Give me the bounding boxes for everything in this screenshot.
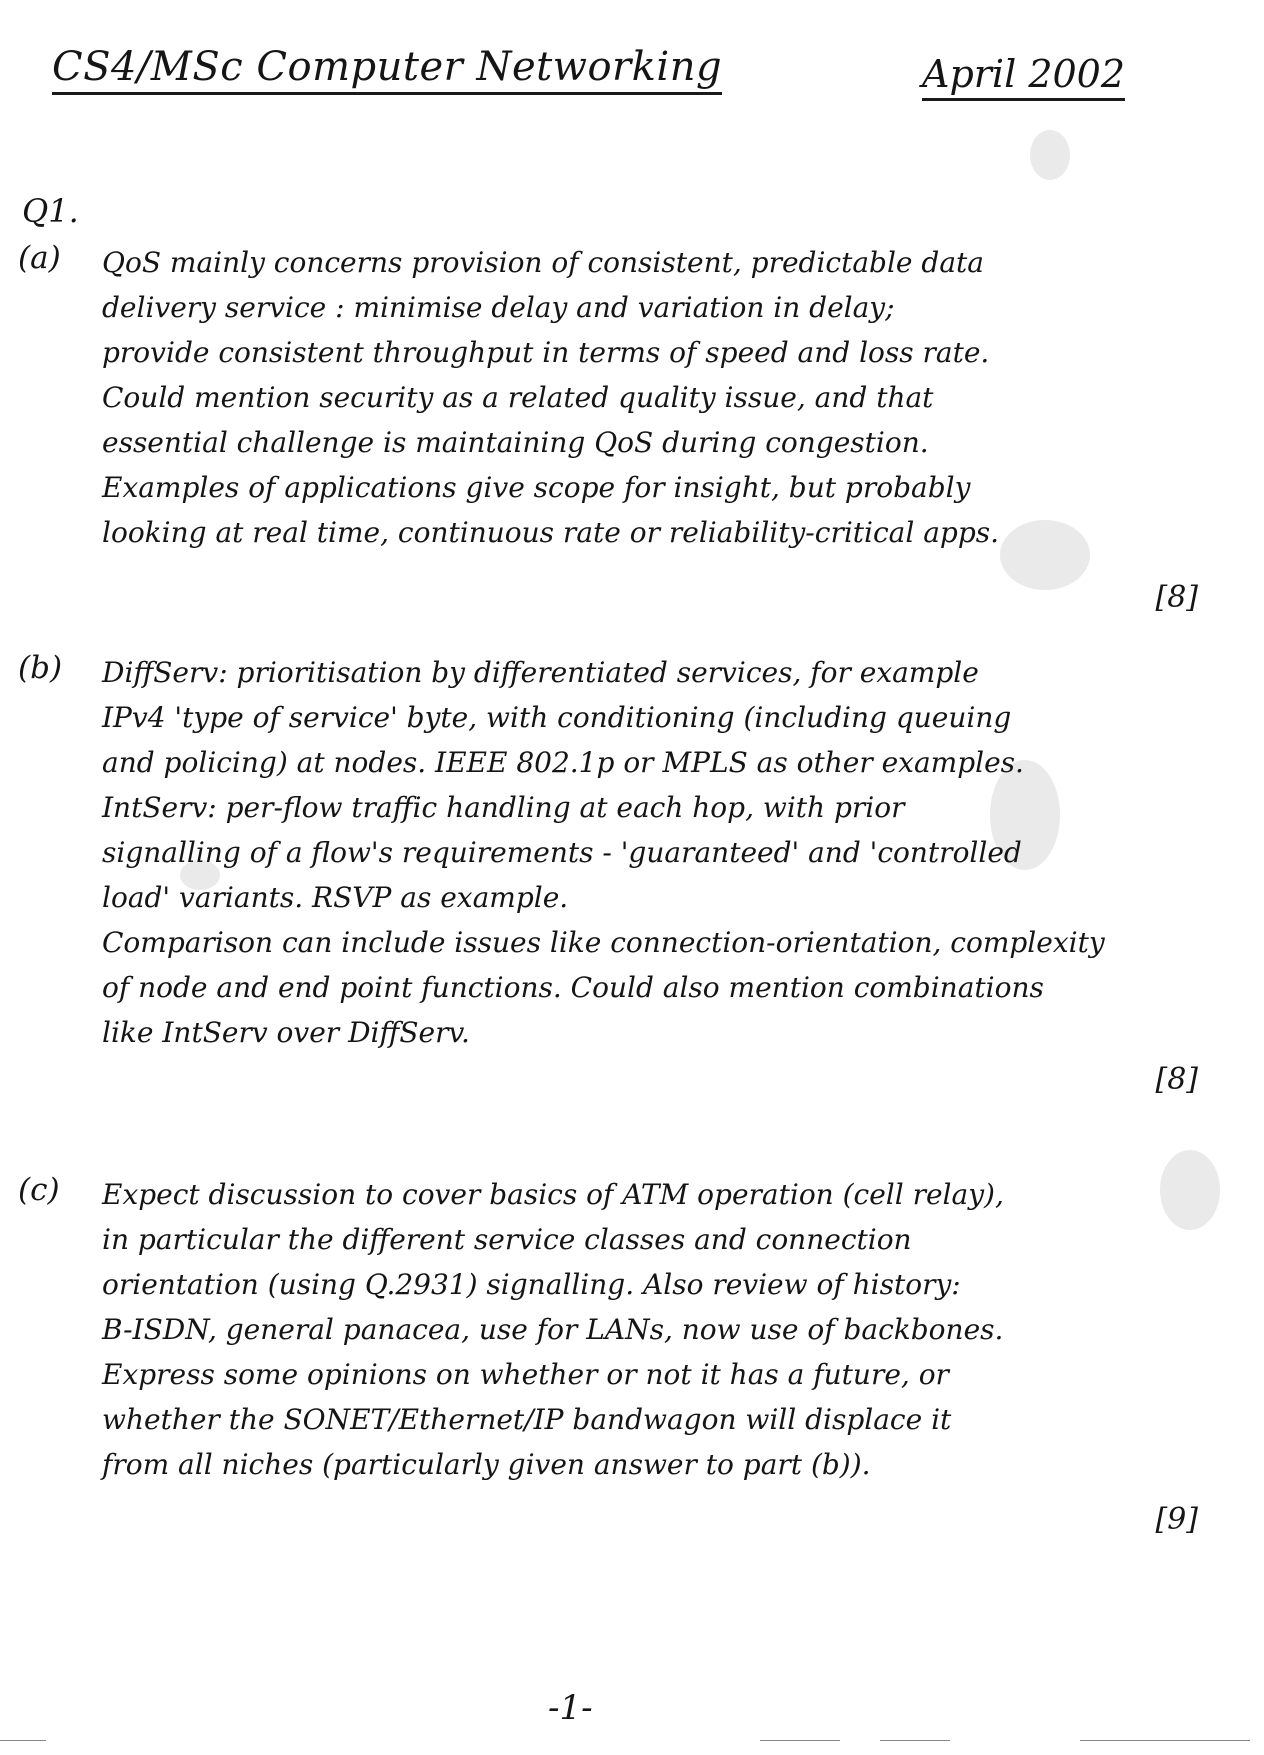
text-line: Expect discussion to cover basics of ATM operation (cell relay), [102,1178,1004,1211]
text-line: load' variants. RSVP as example. [102,881,569,914]
marks-allocation: [9] [1155,1502,1198,1537]
text-line: signalling of a flow's requirements - 'guaranteed' and 'controlled [102,836,1022,869]
scan-edge-line [1080,1740,1250,1741]
text-line: whether the SONET/Ethernet/IP bandwagon will displace it [102,1403,952,1436]
scan-smudge [1030,130,1070,180]
scan-edge-line [760,1740,840,1741]
text-line: and policing) at nodes. IEEE 802.1p or MPLS as other examples. [102,746,1024,779]
text-line: DiffServ: prioritisation by differentiated services, for example [102,656,979,689]
text-line: IPv4 'type of service' byte, with conditioning (including queuing [102,701,1012,734]
scan-edge-line [880,1740,950,1741]
answer-text [102,1172,1252,1487]
marks-allocation: [8] [1155,1062,1198,1097]
text-line: Express some opinions on whether or not it has a future, or [102,1358,949,1391]
text-line: from all niches (particularly given answer to part (b)). [102,1448,871,1481]
text-line: Examples of applications give scope for insight, but probably [102,471,971,504]
part-label: (a) [18,240,61,276]
page-number: -1- [548,1688,593,1728]
text-line: provide consistent throughput in terms of speed and loss rate. [102,336,990,369]
text-line: delivery service : minimise delay and variation in delay; [102,291,895,324]
text-line: of node and end point functions. Could also mention combinations [102,971,1044,1004]
text-line: Comparison can include issues like connection-orientation, complexity [102,926,1105,959]
text-line: B-ISDN, general panacea, use for LANs, now use of backbones. [102,1313,1004,1346]
text-line: IntServ: per-flow traffic handling at each hop, with prior [102,791,905,824]
text-line: looking at real time, continuous rate or reliability-critical apps. [102,516,1000,549]
text-line: like IntServ over DiffServ. [102,1016,470,1049]
text-line: Could mention security as a related quality issue, and that [102,381,934,414]
question-number: Q1. [22,192,79,230]
text-line: essential challenge is maintaining QoS during congestion. [102,426,929,459]
text-line: QoS mainly concerns provision of consistent, predictable data [102,246,984,279]
answer-text [102,650,1252,1055]
text-line: in particular the different service classes and connection [102,1223,912,1256]
part-label: (c) [18,1172,60,1208]
answer-text [102,240,1252,555]
part-label: (b) [18,650,63,686]
marks-allocation: [8] [1155,580,1198,615]
course-title: CS4/MSc Computer Networking [52,44,722,95]
scan-edge-line [0,1740,46,1741]
text-line: orientation (using Q.2931) signalling. Also review of history: [102,1268,961,1301]
exam-date: April 2002 [922,52,1125,101]
